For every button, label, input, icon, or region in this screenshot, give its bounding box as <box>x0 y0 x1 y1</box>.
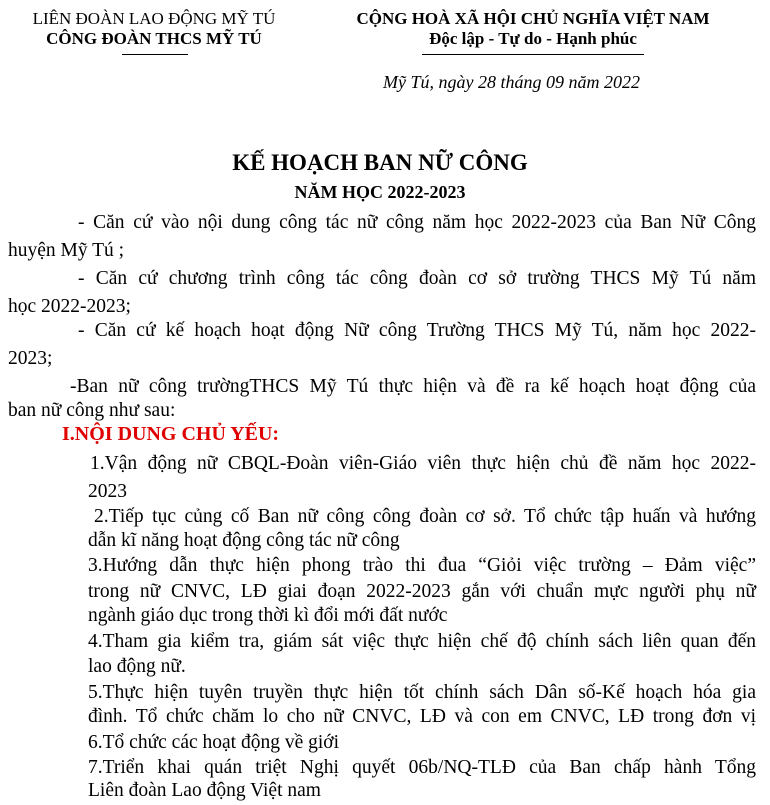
item-7-line1: 7.Triển khai quán triệt Nghị quyết 06b/NQ-TLĐ của Ban chấp hành Tổng <box>88 757 756 778</box>
preamble-4-line2: ban nữ công như sau: <box>8 400 176 421</box>
item-5-line2: đình. Tổ chức chăm lo cho nữ CNVC, LĐ và con em CNVC, LĐ trong đơn vị <box>88 706 756 727</box>
item-3-line1: 3.Hướng dẫn thực hiện phong trào thi đua “Giỏi việc trường – Đảm việc” <box>88 555 756 576</box>
item-4-line2: lao động nữ. <box>88 656 186 677</box>
item-3-line3: ngành giáo dục trong thời kì đổi mới đất nước <box>88 605 448 626</box>
item-6-line1: 6.Tổ chức các hoạt động về giới <box>88 732 340 753</box>
preamble-4-line1: -Ban nữ công trườngTHCS Mỹ Tú thực hiện và đề ra kế hoạch hoạt động của <box>70 376 756 397</box>
document-date: Mỹ Tú, ngày 28 tháng 09 năm 2022 <box>383 72 640 92</box>
preamble-1-line2: huyện Mỹ Tú ; <box>8 240 125 261</box>
item-7-line2: Liên đoàn Lao động Việt nam <box>88 780 321 801</box>
preamble-3-line1: - Căn cứ kế hoạch hoạt động Nữ công Trường THCS Mỹ Tú, năm học 2022- <box>78 320 756 341</box>
org-name: CÔNG ĐOÀN THCS MỸ TÚ <box>46 29 262 48</box>
section-heading: I.NỘI DUNG CHỦ YẾU: <box>62 423 280 445</box>
document-title: KẾ HOẠCH BAN NỮ CÔNG <box>232 150 528 175</box>
document-subtitle: NĂM HỌC 2022-2023 <box>294 182 466 202</box>
org-name-underline <box>122 54 188 55</box>
national-title: CỘNG HOÀ XÃ HỘI CHỦ NGHĨA VIỆT NAM <box>356 9 710 28</box>
preamble-1-line1: - Căn cứ vào nội dung công tác nữ công năm học 2022-2023 của Ban Nữ Công <box>78 212 756 233</box>
preamble-3-line2: 2023; <box>8 348 53 369</box>
item-2-line1: 2.Tiếp tục củng cố Ban nữ công công đoàn cơ sở. Tổ chức tập huấn và hướng <box>94 506 756 527</box>
item-4-line1: 4.Tham gia kiểm tra, giám sát việc thực hiện chế độ chính sách liên quan đến <box>88 631 756 652</box>
preamble-2-line2: học 2022-2023; <box>8 296 131 317</box>
motto-underline <box>422 54 644 55</box>
org-parent-name: LIÊN ĐOÀN LAO ĐỘNG MỸ TÚ <box>32 9 276 28</box>
preamble-2-line1: - Căn cứ chương trình công tác công đoàn cơ sở trường THCS Mỹ Tú năm <box>78 268 756 289</box>
item-1-line2: 2023 <box>88 481 127 502</box>
item-5-line1: 5.Thực hiện tuyên truyền thực hiện tốt chính sách Dân số-Kế hoạch hóa gia <box>88 682 756 703</box>
item-3-line2: trong nữ CNVC, LĐ giai đoạn 2022-2023 gắn với chuẩn mực người phụ nữ <box>88 581 756 602</box>
item-1-line1: 1.Vận động nữ CBQL-Đoàn viên-Giáo viên thực hiện chủ đề năm học 2022- <box>90 453 756 474</box>
item-2-line2: dẫn kĩ năng hoạt động công tác nữ công <box>88 530 400 551</box>
national-motto: Độc lập - Tự do - Hạnh phúc <box>429 29 637 48</box>
